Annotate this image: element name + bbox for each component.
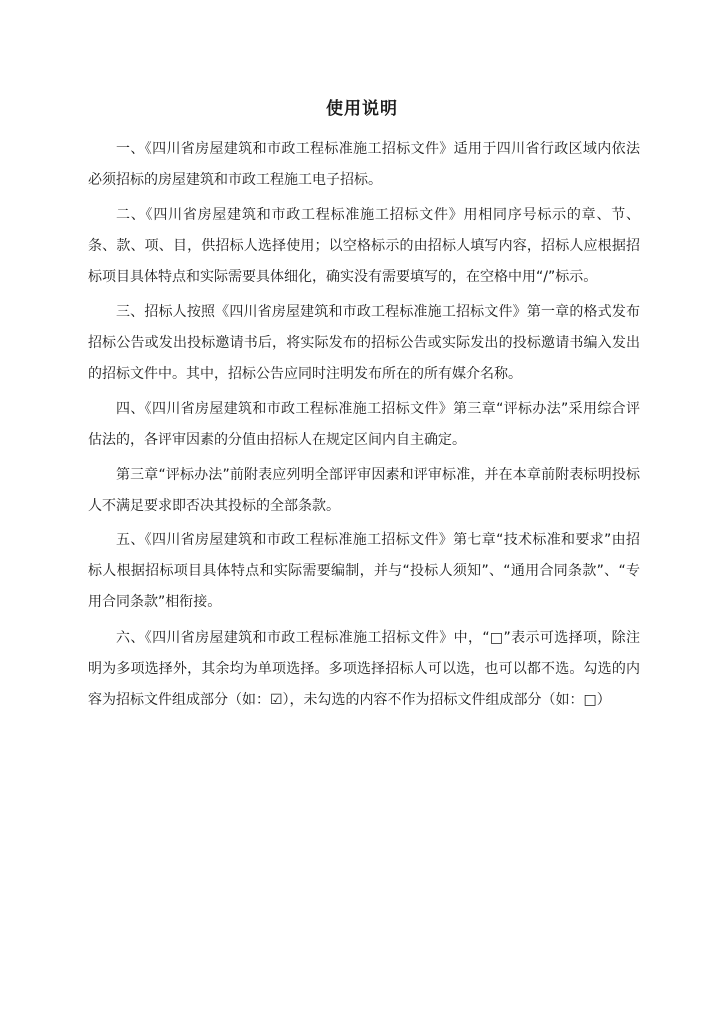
- paragraph-6: 五、《四川省房屋建筑和市政工程标准施工招标文件》第七章“技术标准和要求”由招标人根据招标项目具体特点和实际需要编制，并与“投标人须知”、“通用合同条款”、“专用合同条款”相衔接。: [88, 532, 640, 610]
- paragraph-3: 三、招标人按照《四川省房屋建筑和市政工程标准施工招标文件》第一章的格式发布招标公告或发出投标邀请书后，将实际发布的招标公告或实际发出的投标邀请书编入发出的招标文件中。其中，招标公告应同时注明发布所在的所有媒介名称。: [88, 304, 640, 382]
- paragraph-2: 二、《四川省房屋建筑和市政工程标准施工招标文件》用相同序号标示的章、节、条、款、项、目，供招标人选择使用；以空格标示的由招标人填写内容，招标人应根据招标项目具体特点和实际需要具体细化，确实没有需要填写的，在空格中用“/”标示。: [88, 207, 640, 285]
- paragraph-5: 第三章“评标办法”前附表应列明全部评审因素和评审标准，并在本章前附表标明投标人不满足要求即否决其投标的全部条款。: [88, 467, 640, 514]
- page-title: 使用说明: [326, 99, 398, 119]
- paragraph-4: 四、《四川省房屋建筑和市政工程标准施工招标文件》第三章“评标办法”采用综合评估法的，各评审因素的分值由招标人在规定区间内自主确定。: [88, 401, 640, 448]
- paragraph-1: 一、《四川省房屋建筑和市政工程标准施工招标文件》适用于四川省行政区域内依法必须招标的房屋建筑和市政工程施工电子招标。: [88, 141, 640, 188]
- paragraph-7: 六、《四川省房屋建筑和市政工程标准施工招标文件》中，“□”表示可选择项，除注明为多项选择外，其余均为单项选择。多项选择招标人可以选，也可以都不选。勾选的内容为招标文件组成部分（如：☑），未勾选的内容不作为招标文件组成部分（如：□）: [88, 630, 640, 708]
